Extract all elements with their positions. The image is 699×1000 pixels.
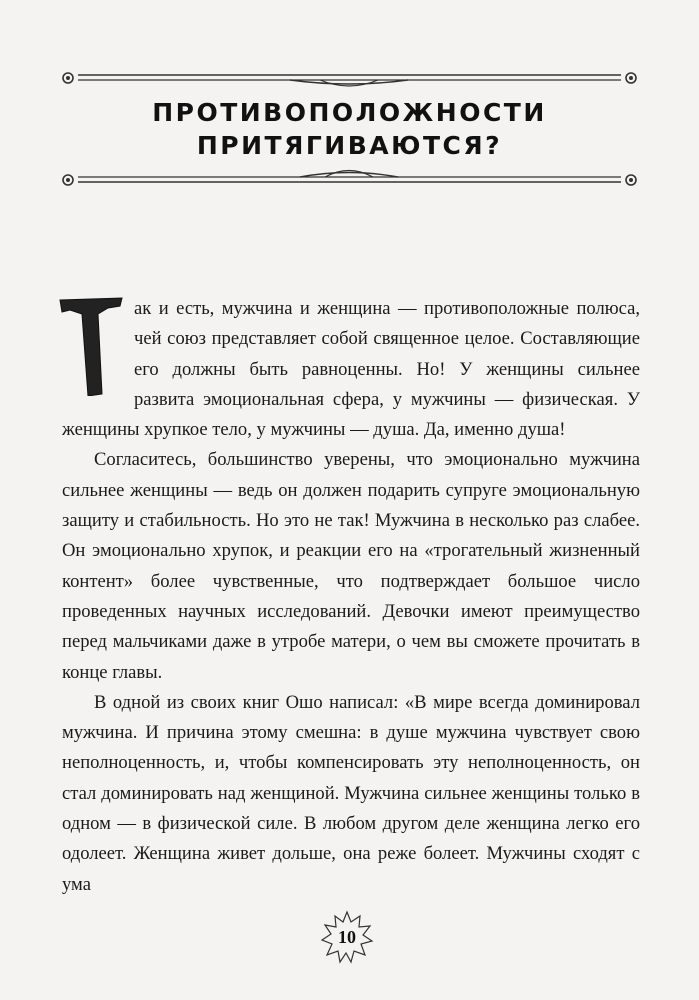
chapter-title-line-1: ПРОТИВОПОЛОЖНОСТИ — [152, 98, 547, 127]
chapter-title-line-2: ПРИТЯГИВАЮТСЯ? — [196, 131, 503, 160]
paragraph-1-text: ак и есть, мужчина и женщина — противоположные полюса, чей союз представляет собой священное целое. Составляющие его должны быть равноценны. Но! У женщины сильнее развита эмоциональная сфера, у мужчины — физическая. У женщины хрупкое тело, у мужчины — душа. Да, именно душа! — [62, 298, 640, 441]
paragraph-2: Согласитесь, большинство уверены, что эмоционально мужчина сильнее женщины — ведь он должен подарить супруге эмоциональную защиту и стабильность. Но это не так! Мужчина в несколько раз слабее. Он эмоционально хрупок, и реакции его на «трогательный жизненный контент» более чувственные, что подтверждает большое число проведенных научных исследований. Девочки имеют преимущество перед мальчиками даже в утробе матери, о чем вы сможете прочитать в конце главы. — [62, 449, 640, 683]
drop-cap-letter — [58, 296, 124, 396]
body-text — [62, 294, 640, 900]
page-number: 10 — [338, 927, 356, 947]
paragraph-1 — [62, 294, 640, 445]
bottom-ornament-divider — [0, 160, 699, 200]
chapter-title — [0, 96, 699, 162]
top-ornament-divider — [0, 58, 699, 98]
page-number-badge — [320, 910, 374, 964]
paragraph-3: В одной из своих книг Ошо написал: «В мире всегда доминировал мужчина. И причина этому смешна: в душе мужчина чувствует свою неполноценность, и, чтобы компенсировать эту неполноценность, он стал доминировать над женщиной. Мужчина сильнее женщины только в одном — в физической силе. В любом другом деле женщина легко его одолеет. Женщина живет дольше, она реже болеет. Мужчины сходят с ума — [62, 691, 640, 895]
